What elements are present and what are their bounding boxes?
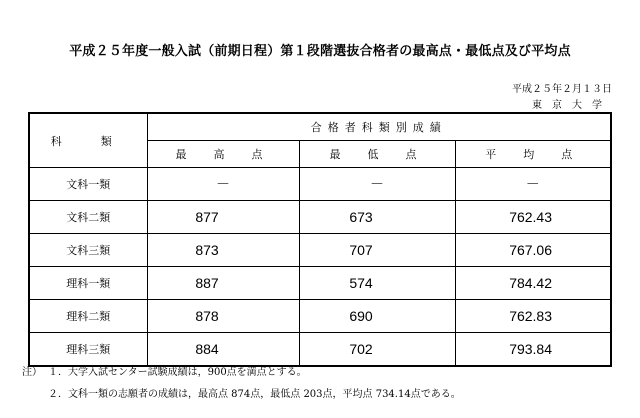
table-row — [29, 333, 611, 367]
issuer-name: 東京大学 — [532, 100, 612, 111]
notes-section — [22, 362, 461, 406]
max-score: － — [147, 168, 299, 201]
min-score-header: 最 低 点 — [299, 141, 455, 168]
avg-score: 762.43 — [455, 201, 611, 234]
max-score-header: 最 高 点 — [147, 141, 299, 168]
page-title: 平成２５年度一般入試（前期日程）第１段階選抜合格者の最高点・最低点及び平均点 — [69, 44, 571, 59]
avg-score: 762.83 — [455, 300, 611, 333]
min-score: 707 — [299, 234, 455, 267]
table-row — [29, 234, 611, 267]
max-score: 878 — [147, 300, 299, 333]
publication-date: 平成２５年２月１３日 — [512, 84, 612, 95]
row-category: 文科一類 — [29, 168, 147, 201]
results-table — [28, 112, 612, 367]
row-category: 文科二類 — [29, 201, 147, 234]
avg-score: － — [455, 168, 611, 201]
note-text: １．大学入試センター試験成績は，900点を満点とする。 — [48, 367, 307, 378]
table-row — [29, 168, 611, 201]
group-header: 合格者科類別成績 — [147, 113, 611, 141]
max-score: 887 — [147, 267, 299, 300]
avg-score-header: 平 均 点 — [455, 141, 611, 168]
avg-score: 784.42 — [455, 267, 611, 300]
max-score: 884 — [147, 333, 299, 367]
max-score: 873 — [147, 234, 299, 267]
max-score: 877 — [147, 201, 299, 234]
table-row — [29, 267, 611, 300]
row-category: 文科三類 — [29, 234, 147, 267]
row-category: 理科三類 — [29, 333, 147, 367]
min-score: － — [299, 168, 455, 201]
min-score: 702 — [299, 333, 455, 367]
note-item — [22, 362, 461, 384]
avg-score: 767.06 — [455, 234, 611, 267]
category-header: 科 類 — [29, 113, 147, 168]
row-category: 理科二類 — [29, 300, 147, 333]
min-score: 690 — [299, 300, 455, 333]
note-text: ２．文科一類の志願者の成績は，最高点 874点，最低点 203点，平均点 734.14点である。 — [48, 389, 461, 400]
avg-score: 793.84 — [455, 333, 611, 367]
note-marker: 注） — [22, 367, 42, 378]
min-score: 673 — [299, 201, 455, 234]
min-score: 574 — [299, 267, 455, 300]
note-item — [22, 384, 461, 406]
table-row — [29, 201, 611, 234]
table-row — [29, 300, 611, 333]
row-category: 理科一類 — [29, 267, 147, 300]
